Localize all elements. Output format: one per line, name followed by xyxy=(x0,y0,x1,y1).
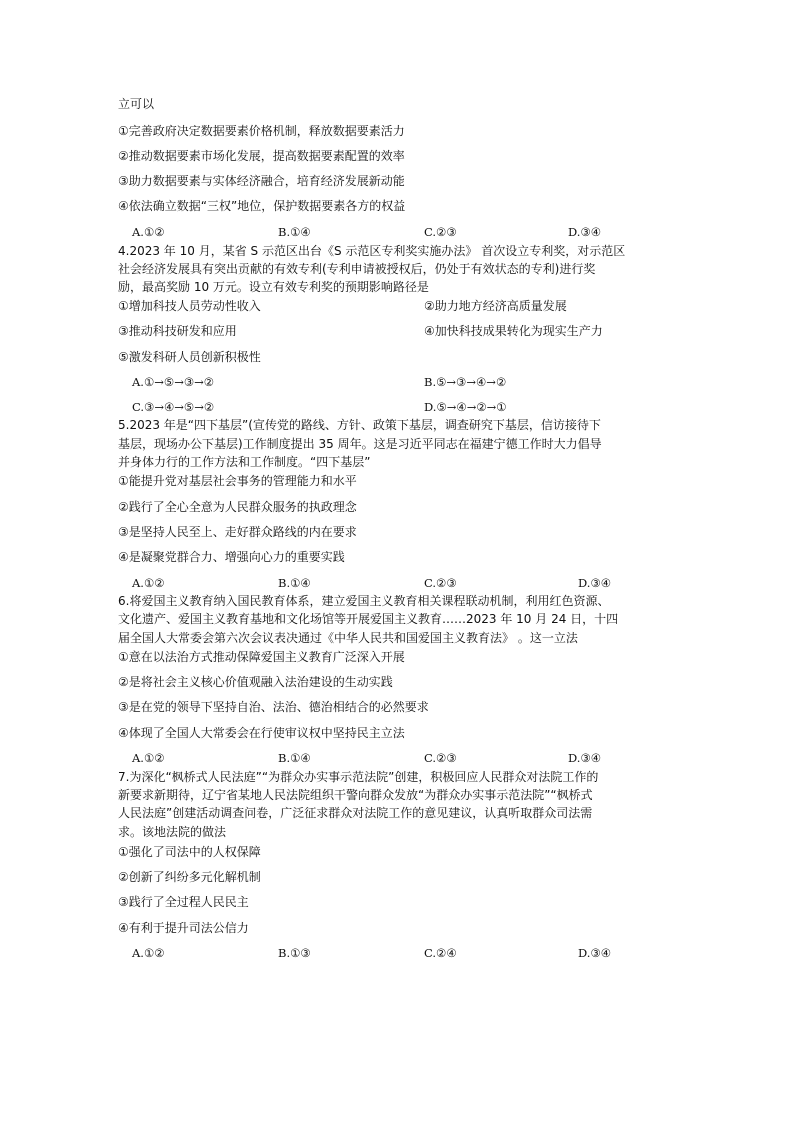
question-3-continuation: 立可以 xyxy=(118,97,155,111)
q6-option-a: A.①② xyxy=(132,751,165,765)
q3-option-c: C.②③ xyxy=(424,225,457,239)
q3-statement-1: ①完善政府决定数据要素价格机制，释放数据要素活力 xyxy=(118,124,405,138)
q4-statement-5: ⑤激发科研人员创新积极性 xyxy=(118,350,261,364)
q3-option-d: D.③④ xyxy=(568,225,602,239)
q5-statement-4: ④是凝聚党群合力、增强向心力的重要实践 xyxy=(118,550,345,564)
q7-stem-line-1: 7.为深化“枫桥式人民法庭”“为群众办实事示范法院”创建，积极回应人民群众对法院工作的 xyxy=(118,770,599,784)
q6-stem-line-3: 届全国人大常委会第六次会议表决通过《中华人民共和国爱国主义教育法》 。这一立法 xyxy=(118,631,578,645)
q7-option-c: C.②④ xyxy=(424,946,457,960)
q3-option-b: B.①④ xyxy=(278,225,311,239)
q7-option-a: A.①② xyxy=(132,946,165,960)
q7-statement-2: ②创新了纠纷多元化解机制 xyxy=(118,870,261,884)
q4-option-a: A.①→⑤→③→② xyxy=(132,375,215,389)
q5-stem-line-2: 基层，现场办公下基层)工作制度提出 35 周年。这是习近平同志在福建宁德工作时大力倡导 xyxy=(118,437,602,451)
q7-option-b: B.①③ xyxy=(278,946,311,960)
q7-statement-4: ④有利于提升司法公信力 xyxy=(118,921,249,935)
q4-stem-line-2: 社会经济发展具有突出贡献的有效专利(专利申请被授权后，仍处于有效状态的专利)进行奖 xyxy=(118,262,596,276)
q6-option-c: C.②③ xyxy=(424,751,457,765)
q6-stem-line-2: 文化遗产、爱国主义教育基地和文化场馆等开展爱国主义教育……2023 年 10 月 24 日，十四 xyxy=(118,612,619,626)
q5-option-d: D.③④ xyxy=(578,576,612,590)
q3-option-a: A.①② xyxy=(132,225,165,239)
q6-statement-4: ④体现了全国人大常委会在行使审议权中坚持民主立法 xyxy=(118,726,405,740)
q5-statement-2: ②践行了全心全意为人民群众服务的执政理念 xyxy=(118,500,357,514)
q5-option-b: B.①④ xyxy=(278,576,311,590)
q6-statement-2: ②是将社会主义核心价值观融入法治建设的生动实践 xyxy=(118,675,393,689)
q7-stem-line-3: 人民法庭”创建活动调查问卷，广泛征求群众对法院工作的意见建议，认真听取群众司法需 xyxy=(118,806,593,820)
q7-stem-line-2: 新要求新期待，辽宁省某地人民法院组织干警向群众发放“为群众办实事示范法院”“枫桥式 xyxy=(118,788,593,802)
q5-option-a: A.①② xyxy=(132,576,165,590)
q3-statement-2: ②推动数据要素市场化发展，提高数据要素配置的效率 xyxy=(118,149,405,163)
q5-stem-line-1: 5.2023 年是“四下基层”(宣传党的路线、方针、政策下基层，调查研究下基层，信访接待下 xyxy=(118,418,601,432)
q6-stem-line-1: 6.将爱国主义教育纳入国民教育体系，建立爱国主义教育相关课程联动机制，利用红色资源、 xyxy=(118,594,610,608)
q5-stem-line-3: 并身体力行的工作方法和工作制度。“四下基层” xyxy=(118,455,371,469)
q6-statement-3: ③是在党的领导下坚持自治、法治、德治相结合的必然要求 xyxy=(118,700,429,714)
q3-statement-4: ④依法确立数据“三权”地位，保护数据要素各方的权益 xyxy=(118,199,406,213)
q3-statement-3: ③助力数据要素与实体经济融合，培育经济发展新动能 xyxy=(118,174,405,188)
q4-statement-3: ③推动科技研发和应用 xyxy=(118,324,237,338)
q7-option-d: D.③④ xyxy=(578,946,612,960)
q4-stem-line-1: 4.2023 年 10 月，某省 S 示范区出台《S 示范区专利奖实施办法》 首次设立专利奖，对示范区 xyxy=(118,244,626,258)
q5-statement-3: ③是坚持人民至上、走好群众路线的内在要求 xyxy=(118,525,357,539)
q4-statement-2: ②助力地方经济高质量发展 xyxy=(424,299,567,313)
q4-option-c: C.③→④→⑤→② xyxy=(132,400,215,414)
q4-stem-line-3: 励，最高奖励 10 万元。设立有效专利奖的预期影响路径是 xyxy=(118,280,429,294)
q6-option-d: D.③④ xyxy=(568,751,602,765)
q4-option-d: D.⑤→④→②→① xyxy=(424,400,507,414)
q6-statement-1: ①意在以法治方式推动保障爱国主义教育广泛深入开展 xyxy=(118,650,405,664)
q5-statement-1: ①能提升党对基层社会事务的管理能力和水平 xyxy=(118,474,357,488)
q4-statement-1: ①增加科技人员劳动性收入 xyxy=(118,299,261,313)
q5-option-c: C.②③ xyxy=(424,576,457,590)
q4-option-b: B.⑤→③→④→② xyxy=(424,375,507,389)
q6-option-b: B.①④ xyxy=(278,751,311,765)
q7-statement-3: ③践行了全过程人民民主 xyxy=(118,895,249,909)
q7-statement-1: ①强化了司法中的人权保障 xyxy=(118,845,261,859)
q4-statement-4: ④加快科技成果转化为现实生产力 xyxy=(424,324,603,338)
q7-stem-line-4: 求。该地法院的做法 xyxy=(118,825,227,839)
